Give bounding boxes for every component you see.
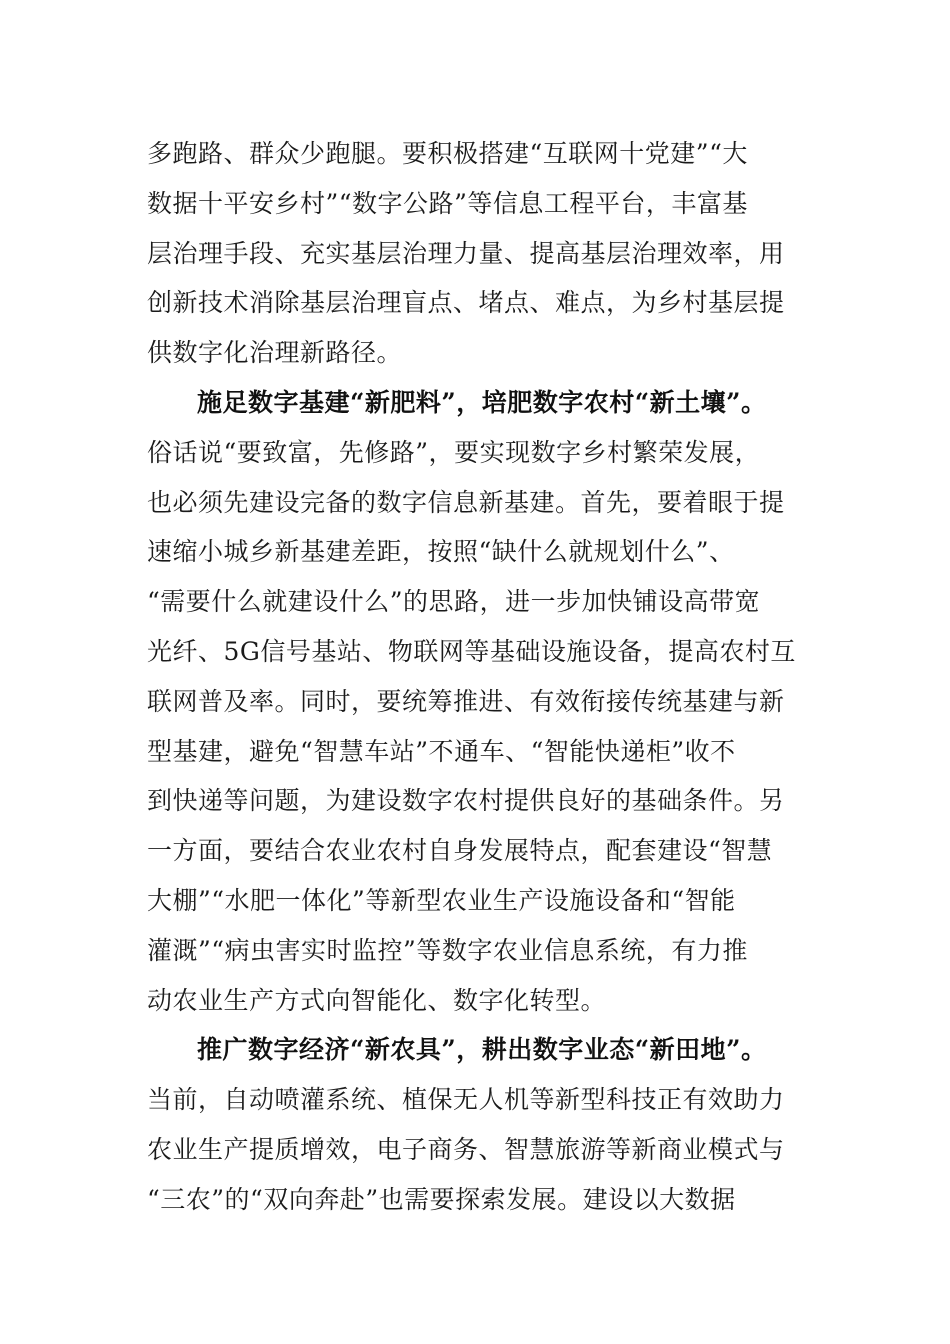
text-line: 灌溉”“病虫害实时监控”等数字农业信息系统，有力推: [147, 935, 748, 965]
text-line: 数据十平安乡村”“数字公路”等信息工程平台，丰富基: [147, 188, 748, 218]
text-line: 型基建，避免“智慧车站”不通车、“智能快递柜”收不: [147, 736, 736, 766]
text-line: 一方面，要结合农业农村自身发展特点，配套建设“智慧: [147, 836, 773, 866]
text-line: 速缩小城乡新基建差距，按照“缺什么就规划什么”、: [147, 537, 735, 567]
text-line: 也必须先建设完备的数字信息新基建。首先，要着眼于提: [147, 487, 785, 517]
text-line: “三农”的“双向奔赴”也需要探索发展。建设以大数据: [147, 1184, 736, 1214]
text-line: 多跑路、群众少跑腿。要积极搭建“互联网十党建”“大: [147, 139, 748, 168]
text-line: “需要什么就建设什么”的思路，进一步加快铺设高带宽: [147, 587, 761, 617]
text-line: 联网普及率。同时，要统筹推进、有效衔接传统基建与新: [147, 686, 785, 716]
section-heading: 推广数字经济“新农具”，耕出数字业态“新田地”。: [197, 1035, 767, 1065]
text-line: 大棚”“水肥一体化”等新型农业生产设施设备和“智能: [147, 885, 736, 915]
text-line: 俗话说“要致富，先修路”，要实现数字乡村繁荣发展，: [147, 437, 761, 467]
text-line: 光纤、5G信号基站、物联网等基础设施设备，提高农村互: [147, 636, 796, 666]
text-line: 农业生产提质增效，电子商务、智慧旅游等新商业模式与: [147, 1134, 785, 1164]
text-line: 供数字化治理新路径。: [147, 338, 403, 368]
text-line: 当前，自动喷灌系统、植保无人机等新型科技正有效助力: [147, 1085, 785, 1115]
document-body: [147, 129, 807, 1225]
section-heading: 施足数字基建“新肥料”，培肥数字农村“新土壤”。: [197, 387, 767, 417]
text-line: 层治理手段、充实基层治理力量、提高基层治理效率，用: [147, 238, 785, 268]
text-line: 创新技术消除基层治理盲点、堵点、难点，为乡村基层提: [147, 288, 785, 318]
text-line: 动农业生产方式向智能化、数字化转型。: [147, 985, 607, 1015]
text-line: 到快递等问题，为建设数字农村提供良好的基础条件。另: [147, 786, 785, 816]
